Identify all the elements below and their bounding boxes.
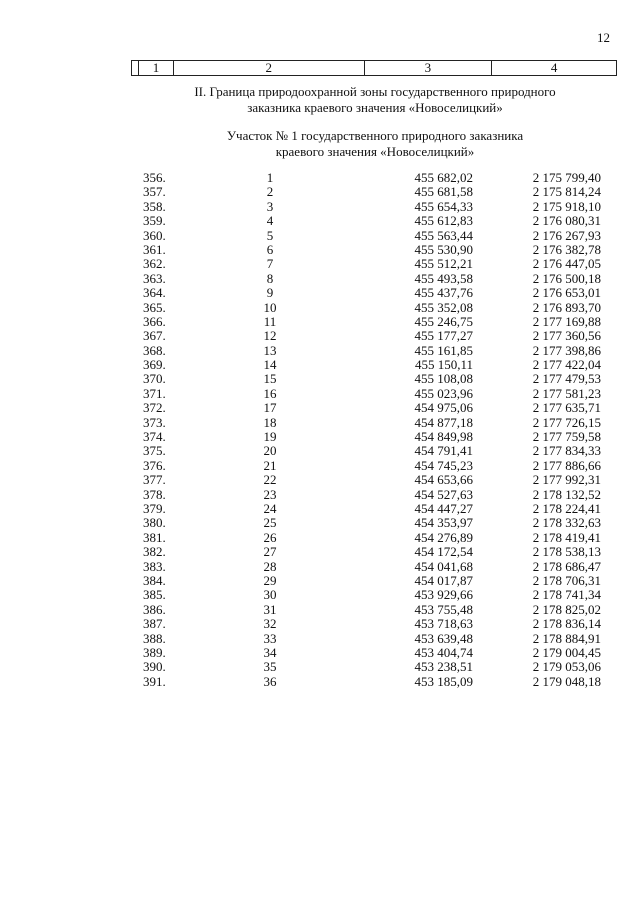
row-number: 390. xyxy=(143,659,166,675)
x-coordinate: 455 530,90 xyxy=(414,241,473,257)
x-coordinate: 455 161,85 xyxy=(414,342,473,358)
row-number: 366. xyxy=(143,313,166,329)
x-coordinate: 455 352,08 xyxy=(414,299,473,315)
x-coordinate: 454 877,18 xyxy=(414,414,473,430)
table-row xyxy=(140,372,610,386)
x-coordinate: 455 493,58 xyxy=(414,270,473,286)
point-number: 22 xyxy=(263,472,277,488)
point-number: 21 xyxy=(263,457,277,473)
row-number: 389. xyxy=(143,644,166,660)
row-number: 382. xyxy=(143,544,166,560)
point-number: 32 xyxy=(263,616,277,632)
row-number: 381. xyxy=(143,529,166,545)
x-coordinate: 455 150,11 xyxy=(414,357,473,373)
x-coordinate: 455 108,08 xyxy=(414,371,473,387)
table-row xyxy=(140,574,610,588)
y-coordinate: 2 177 398,86 xyxy=(532,342,601,358)
x-coordinate: 455 681,58 xyxy=(414,184,473,200)
y-coordinate: 2 176 382,78 xyxy=(532,241,601,257)
table-row xyxy=(140,516,610,530)
x-coordinate: 455 177,27 xyxy=(414,328,473,344)
x-coordinate: 454 791,41 xyxy=(414,443,473,459)
row-number: 375. xyxy=(143,443,166,459)
row-number: 379. xyxy=(143,500,166,516)
row-number: 383. xyxy=(143,558,166,574)
x-coordinate: 453 755,48 xyxy=(414,601,473,617)
x-coordinate: 454 172,54 xyxy=(414,544,473,560)
row-number: 377. xyxy=(143,472,166,488)
x-coordinate: 453 238,51 xyxy=(414,659,473,675)
row-number: 357. xyxy=(143,184,166,200)
point-number: 24 xyxy=(263,500,277,516)
table-row xyxy=(140,358,610,372)
table-row xyxy=(140,675,610,689)
row-number: 376. xyxy=(143,457,166,473)
point-number: 4 xyxy=(266,213,274,229)
point-number: 30 xyxy=(263,587,277,603)
subsection-title-line-2: краевого значения «Новоселицкий» xyxy=(275,144,475,159)
point-number: 23 xyxy=(263,486,277,502)
header-lead-cell xyxy=(132,61,139,76)
x-coordinate: 454 849,98 xyxy=(414,429,473,445)
table-row xyxy=(140,329,610,343)
table-row xyxy=(140,444,610,458)
row-number: 372. xyxy=(143,400,166,416)
row-number: 367. xyxy=(143,328,166,344)
table-row xyxy=(140,531,610,545)
row-number: 378. xyxy=(143,486,166,502)
header-col-4: 4 xyxy=(492,61,617,76)
y-coordinate: 2 177 169,88 xyxy=(532,313,601,329)
table-row xyxy=(140,401,610,415)
point-number: 16 xyxy=(263,385,277,401)
row-number: 360. xyxy=(143,227,166,243)
y-coordinate: 2 178 836,14 xyxy=(532,616,601,632)
y-coordinate: 2 176 080,31 xyxy=(532,213,601,229)
section-title-line-1: II. Граница природоохранной зоны государственного природного xyxy=(194,84,556,99)
row-number: 374. xyxy=(143,429,166,445)
x-coordinate: 455 246,75 xyxy=(414,313,473,329)
table-row xyxy=(140,229,610,243)
table-row xyxy=(140,603,610,617)
y-coordinate: 2 177 834,33 xyxy=(532,443,601,459)
table-row xyxy=(140,387,610,401)
table-row xyxy=(140,185,610,199)
y-coordinate: 2 177 992,31 xyxy=(532,472,601,488)
table-row xyxy=(140,200,610,214)
table-row xyxy=(140,617,610,631)
point-number: 1 xyxy=(266,170,274,185)
row-number: 356. xyxy=(143,170,166,185)
point-number: 25 xyxy=(263,515,277,531)
x-coordinate: 454 975,06 xyxy=(414,400,473,416)
table-row xyxy=(140,502,610,516)
point-number: 10 xyxy=(263,299,277,315)
y-coordinate: 2 176 267,93 xyxy=(532,227,601,243)
table-row xyxy=(140,660,610,674)
point-number: 12 xyxy=(263,328,277,344)
y-coordinate: 2 177 886,66 xyxy=(532,457,601,473)
table-row xyxy=(140,286,610,300)
x-coordinate: 454 527,63 xyxy=(414,486,473,502)
x-coordinate: 453 639,48 xyxy=(414,630,473,646)
point-number: 26 xyxy=(263,529,277,545)
point-number: 9 xyxy=(266,285,274,301)
x-coordinate: 454 447,27 xyxy=(414,500,473,516)
row-number: 358. xyxy=(143,198,166,214)
point-number: 14 xyxy=(263,357,277,373)
x-coordinate: 454 653,66 xyxy=(414,472,473,488)
row-number: 386. xyxy=(143,601,166,617)
row-number: 373. xyxy=(143,414,166,430)
subsection-title-line-1: Участок № 1 государственного природного заказника xyxy=(226,128,524,143)
y-coordinate: 2 178 224,41 xyxy=(532,500,601,516)
point-number: 3 xyxy=(266,198,274,214)
table-row xyxy=(140,430,610,444)
point-number: 6 xyxy=(266,241,274,257)
table-row xyxy=(140,560,610,574)
row-number: 380. xyxy=(143,515,166,531)
point-number: 28 xyxy=(263,558,277,574)
point-number: 18 xyxy=(263,414,277,430)
row-number: 371. xyxy=(143,385,166,401)
header-col-1: 1 xyxy=(138,61,173,76)
y-coordinate: 2 179 048,18 xyxy=(532,673,601,689)
row-number: 362. xyxy=(143,256,166,272)
x-coordinate: 453 718,63 xyxy=(414,616,473,632)
y-coordinate: 2 178 706,31 xyxy=(532,572,601,588)
row-number: 384. xyxy=(143,572,166,588)
point-number: 2 xyxy=(266,184,274,200)
y-coordinate: 2 178 132,52 xyxy=(532,486,601,502)
point-number: 5 xyxy=(266,227,274,243)
page-number: 12 xyxy=(597,30,610,45)
point-number: 8 xyxy=(266,270,274,286)
x-coordinate: 455 023,96 xyxy=(414,385,473,401)
x-coordinate: 454 353,97 xyxy=(414,515,473,531)
table-row xyxy=(140,632,610,646)
header-col-3: 3 xyxy=(364,61,492,76)
y-coordinate: 2 178 686,47 xyxy=(532,558,601,574)
y-coordinate: 2 178 332,63 xyxy=(532,515,601,531)
row-number: 391. xyxy=(143,673,166,689)
table-row xyxy=(140,545,610,559)
table-row xyxy=(140,488,610,502)
y-coordinate: 2 177 759,58 xyxy=(532,429,601,445)
y-coordinate: 2 176 500,18 xyxy=(532,270,601,286)
point-number: 35 xyxy=(263,659,277,675)
row-number: 364. xyxy=(143,285,166,301)
point-number: 15 xyxy=(263,371,277,387)
y-coordinate: 2 175 918,10 xyxy=(532,198,601,214)
table-row xyxy=(140,315,610,329)
table-row xyxy=(140,272,610,286)
table-row xyxy=(140,459,610,473)
y-coordinate: 2 176 893,70 xyxy=(532,299,601,315)
column-header-table xyxy=(131,60,617,76)
row-number: 365. xyxy=(143,299,166,315)
x-coordinate: 453 185,09 xyxy=(414,673,473,689)
table-row xyxy=(140,344,610,358)
point-number: 13 xyxy=(263,342,277,358)
row-number: 359. xyxy=(143,213,166,229)
row-number: 368. xyxy=(143,342,166,358)
row-number: 370. xyxy=(143,371,166,387)
y-coordinate: 2 176 447,05 xyxy=(532,256,601,272)
row-number: 369. xyxy=(143,357,166,373)
x-coordinate: 455 512,21 xyxy=(414,256,473,272)
coordinates-table xyxy=(140,171,610,689)
y-coordinate: 2 177 422,04 xyxy=(532,357,601,373)
table-row xyxy=(140,214,610,228)
x-coordinate: 455 437,76 xyxy=(414,285,473,301)
y-coordinate: 2 177 360,56 xyxy=(532,328,601,344)
point-number: 17 xyxy=(263,400,277,416)
x-coordinate: 455 612,83 xyxy=(414,213,473,229)
row-number: 385. xyxy=(143,587,166,603)
point-number: 27 xyxy=(263,544,277,560)
point-number: 20 xyxy=(263,443,277,459)
row-number: 363. xyxy=(143,270,166,286)
y-coordinate: 2 179 053,06 xyxy=(532,659,601,675)
y-coordinate: 2 175 799,40 xyxy=(532,170,601,185)
point-number: 11 xyxy=(263,313,277,329)
x-coordinate: 455 682,02 xyxy=(414,170,473,185)
x-coordinate: 454 745,23 xyxy=(414,457,473,473)
table-row xyxy=(140,646,610,660)
table-row xyxy=(140,416,610,430)
point-number: 19 xyxy=(263,429,277,445)
point-number: 34 xyxy=(263,644,277,660)
y-coordinate: 2 177 726,15 xyxy=(532,414,601,430)
x-coordinate: 455 654,33 xyxy=(414,198,473,214)
y-coordinate: 2 178 741,34 xyxy=(532,587,601,603)
table-row xyxy=(140,171,610,185)
row-number: 388. xyxy=(143,630,166,646)
y-coordinate: 2 177 581,23 xyxy=(532,385,601,401)
x-coordinate: 454 041,68 xyxy=(414,558,473,574)
table-row xyxy=(140,588,610,602)
header-col-2: 2 xyxy=(173,61,364,76)
y-coordinate: 2 178 538,13 xyxy=(532,544,601,560)
y-coordinate: 2 178 825,02 xyxy=(532,601,601,617)
y-coordinate: 2 177 635,71 xyxy=(532,400,601,416)
row-number: 387. xyxy=(143,616,166,632)
section-title-line-2: заказника краевого значения «Новоселицкий» xyxy=(247,100,503,115)
x-coordinate: 455 563,44 xyxy=(414,227,473,243)
x-coordinate: 453 929,66 xyxy=(414,587,473,603)
point-number: 31 xyxy=(263,601,277,617)
y-coordinate: 2 175 814,24 xyxy=(532,184,601,200)
y-coordinate: 2 178 419,41 xyxy=(532,529,601,545)
point-number: 29 xyxy=(263,572,277,588)
y-coordinate: 2 176 653,01 xyxy=(532,285,601,301)
table-row xyxy=(140,473,610,487)
row-number: 361. xyxy=(143,241,166,257)
point-number: 7 xyxy=(266,256,274,272)
table-row xyxy=(140,243,610,257)
section-title xyxy=(120,84,630,116)
point-number: 36 xyxy=(263,673,277,689)
x-coordinate: 454 276,89 xyxy=(414,529,473,545)
point-number: 33 xyxy=(263,630,277,646)
subsection-title xyxy=(120,128,630,160)
x-coordinate: 453 404,74 xyxy=(414,644,473,660)
table-row xyxy=(140,301,610,315)
y-coordinate: 2 179 004,45 xyxy=(532,644,601,660)
table-row xyxy=(140,257,610,271)
y-coordinate: 2 178 884,91 xyxy=(532,630,601,646)
x-coordinate: 454 017,87 xyxy=(414,572,473,588)
y-coordinate: 2 177 479,53 xyxy=(532,371,601,387)
